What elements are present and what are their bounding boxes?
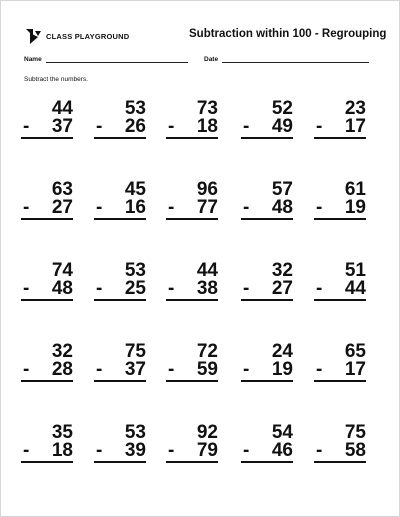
subtrahend-row (241, 442, 293, 463)
subtraction-problem (94, 100, 146, 139)
minus-sign: - (23, 116, 30, 137)
subtrahend-row (94, 118, 146, 139)
subtraction-problem (94, 181, 146, 220)
subtrahend-row (166, 199, 218, 220)
subtrahend: 59 (196, 359, 218, 380)
subtraction-problem (21, 262, 73, 301)
subtraction-problem (21, 424, 73, 463)
subtrahend: 26 (124, 116, 146, 137)
date-field[interactable] (204, 54, 369, 63)
minuend: 57 (271, 179, 293, 200)
subtraction-problem (314, 424, 366, 463)
subtrahend-row (241, 199, 293, 220)
name-field[interactable] (24, 54, 188, 63)
subtrahend-row (21, 199, 73, 220)
subtraction-problem (314, 181, 366, 220)
subtrahend: 19 (271, 359, 293, 380)
minus-sign: - (243, 359, 250, 380)
subtrahend-row (21, 442, 73, 463)
name-blank-line[interactable] (46, 54, 188, 63)
minus-sign: - (96, 116, 103, 137)
minuend: 65 (344, 341, 366, 362)
subtraction-problem (314, 100, 366, 139)
name-label: Name (24, 56, 42, 63)
minus-sign: - (96, 359, 103, 380)
minus-sign: - (168, 359, 175, 380)
minus-sign: - (23, 278, 30, 299)
minus-sign: - (316, 116, 323, 137)
minuend: 63 (51, 179, 73, 200)
subtrahend: 48 (51, 278, 73, 299)
subtrahend: 28 (51, 359, 73, 380)
minus-sign: - (23, 440, 30, 461)
subtrahend-row (241, 361, 293, 382)
minuend: 35 (51, 422, 73, 443)
subtrahend-row (21, 280, 73, 301)
minuend: 73 (196, 98, 218, 119)
subtraction-problem (21, 100, 73, 139)
subtrahend-row (314, 280, 366, 301)
minus-sign: - (243, 116, 250, 137)
subtraction-problem (241, 424, 293, 463)
minus-sign: - (96, 440, 103, 461)
subtraction-problem (166, 181, 218, 220)
minuend: 44 (196, 260, 218, 281)
minus-sign: - (316, 278, 323, 299)
minuend: 61 (344, 179, 366, 200)
subtraction-problem (166, 343, 218, 382)
subtrahend: 17 (344, 116, 366, 137)
subtraction-problem (94, 262, 146, 301)
subtrahend-row (241, 280, 293, 301)
subtrahend: 48 (271, 197, 293, 218)
date-blank-line[interactable] (222, 54, 369, 63)
minuend: 72 (196, 341, 218, 362)
subtrahend: 18 (51, 440, 73, 461)
minuend: 75 (344, 422, 366, 443)
minuend: 96 (196, 179, 218, 200)
minus-sign: - (168, 197, 175, 218)
minus-sign: - (96, 278, 103, 299)
minus-sign: - (23, 197, 30, 218)
subtrahend-row (166, 442, 218, 463)
subtrahend: 16 (124, 197, 146, 218)
minuend: 24 (271, 341, 293, 362)
subtraction-problem (314, 343, 366, 382)
subtrahend-row (94, 199, 146, 220)
subtrahend-row (314, 361, 366, 382)
minuend: 32 (271, 260, 293, 281)
subtrahend: 17 (344, 359, 366, 380)
subtraction-problem (94, 343, 146, 382)
subtrahend: 79 (196, 440, 218, 461)
subtraction-problem (166, 424, 218, 463)
minuend: 23 (344, 98, 366, 119)
minuend: 53 (124, 422, 146, 443)
subtraction-problem (241, 343, 293, 382)
minuend: 54 (271, 422, 293, 443)
subtraction-problem (241, 100, 293, 139)
minuend: 74 (51, 260, 73, 281)
subtrahend: 37 (51, 116, 73, 137)
minus-sign: - (316, 197, 323, 218)
subtrahend-row (166, 118, 218, 139)
minus-sign: - (168, 278, 175, 299)
brand-name: CLASS PLAYGROUND (46, 31, 130, 41)
subtrahend: 58 (344, 440, 366, 461)
minus-sign: - (23, 359, 30, 380)
minus-sign: - (243, 278, 250, 299)
subtrahend: 37 (124, 359, 146, 380)
subtrahend-row (94, 280, 146, 301)
subtrahend-row (94, 442, 146, 463)
minuend: 44 (51, 98, 73, 119)
instructions-text: Subtract the numbers. (24, 76, 88, 83)
minus-sign: - (243, 197, 250, 218)
minus-sign: - (243, 440, 250, 461)
subtraction-problem (94, 424, 146, 463)
subtrahend: 25 (124, 278, 146, 299)
minuend: 92 (196, 422, 218, 443)
minus-sign: - (96, 197, 103, 218)
brand-logo (24, 26, 129, 46)
class-playground-logo-icon (24, 26, 44, 46)
subtrahend-row (241, 118, 293, 139)
subtrahend: 18 (196, 116, 218, 137)
minus-sign: - (168, 116, 175, 137)
minuend: 53 (124, 98, 146, 119)
subtrahend-row (94, 361, 146, 382)
subtrahend: 77 (196, 197, 218, 218)
subtraction-problem (166, 262, 218, 301)
subtraction-problem (21, 181, 73, 220)
date-label: Date (204, 56, 219, 63)
minus-sign: - (316, 359, 323, 380)
subtrahend-row (314, 442, 366, 463)
subtrahend: 39 (124, 440, 146, 461)
subtrahend-row (21, 118, 73, 139)
worksheet-title: Subtraction within 100 - Regrouping (189, 28, 387, 40)
minuend: 45 (124, 179, 146, 200)
minuend: 32 (51, 341, 73, 362)
subtrahend-row (21, 361, 73, 382)
subtrahend: 44 (344, 278, 366, 299)
subtraction-problem (314, 262, 366, 301)
minuend: 52 (271, 98, 293, 119)
subtrahend-row (166, 280, 218, 301)
minuend: 75 (124, 341, 146, 362)
subtrahend-row (314, 118, 366, 139)
subtrahend-row (166, 361, 218, 382)
subtrahend: 27 (271, 278, 293, 299)
subtrahend: 49 (271, 116, 293, 137)
minus-sign: - (316, 440, 323, 461)
subtrahend: 46 (271, 440, 293, 461)
subtrahend: 27 (51, 197, 73, 218)
subtrahend-row (314, 199, 366, 220)
subtrahend: 19 (344, 197, 366, 218)
subtraction-problem (21, 343, 73, 382)
subtraction-problem (241, 262, 293, 301)
subtraction-problem (166, 100, 218, 139)
subtraction-problem (241, 181, 293, 220)
minuend: 53 (124, 260, 146, 281)
minus-sign: - (168, 440, 175, 461)
minuend: 51 (344, 260, 366, 281)
subtrahend: 38 (196, 278, 218, 299)
